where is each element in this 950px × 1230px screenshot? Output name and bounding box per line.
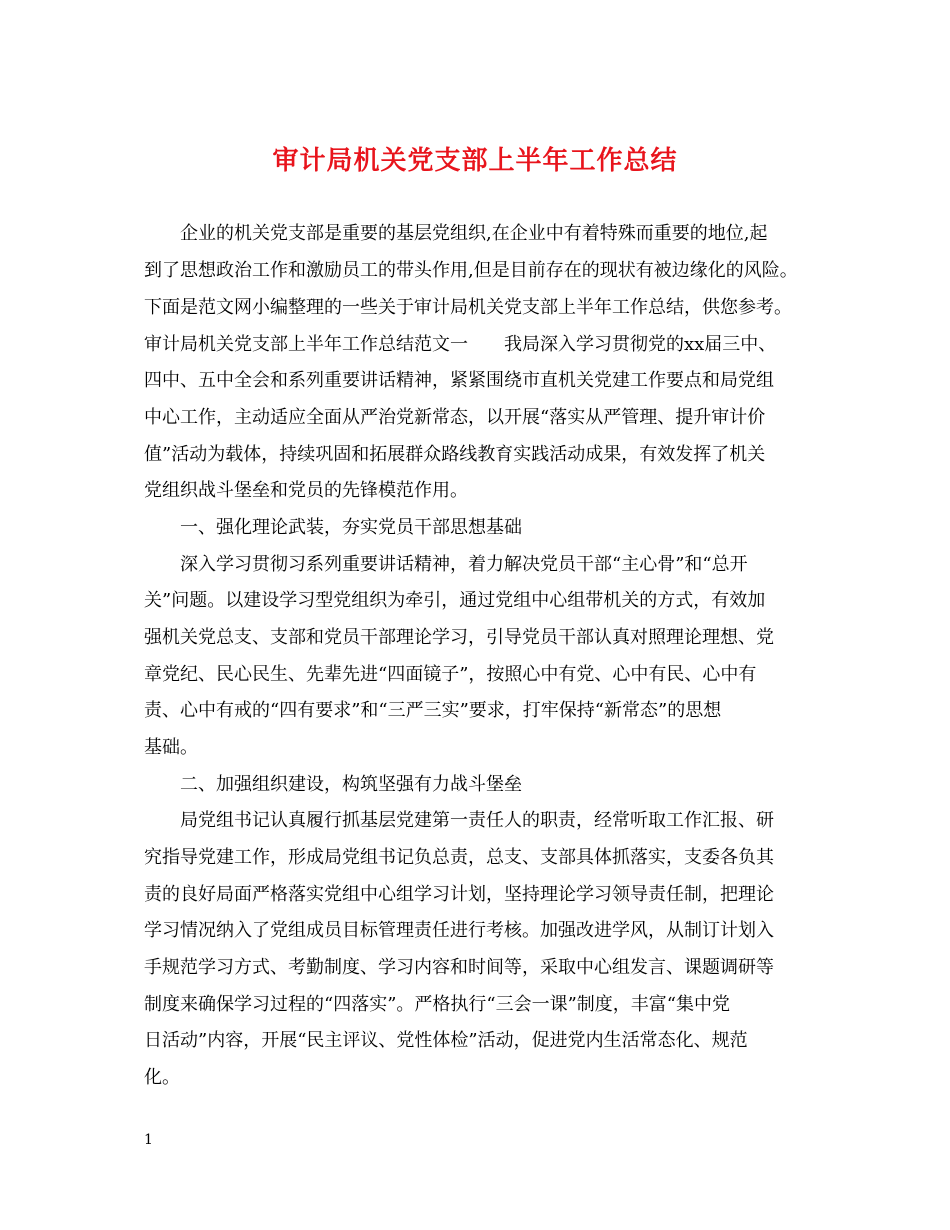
paragraph-line: 日活动”内容，开展“民主评议、党性体检”活动，促进党内生活常态化、规范 xyxy=(144,1030,748,1051)
document-title: 审计局机关党支部上半年工作总结 xyxy=(272,146,678,176)
paragraph-line: 制度来确保学习过程的“四落实”。严格执行“三会一课”制度，丰富“集中党 xyxy=(144,994,731,1015)
paragraph-line: 责的良好局面严格落实党组中心组学习计划，坚持理论学习领导责任制，把理论 xyxy=(144,884,774,905)
paragraph-line: 下面是范文网小编整理的一些关于审计局机关党支部上半年工作总结，供您参考。 xyxy=(144,297,792,318)
paragraph-line: 值”活动为载体，持续巩固和拓展群众路线教育实践活动成果，有效发挥了机关 xyxy=(144,444,766,465)
paragraph-line: 学习情况纳入了党组成员目标管理责任进行考核。加强改进学风，从制订计划入 xyxy=(144,920,774,941)
paragraph-line: 中心工作，主动适应全面从严治党新常态，以开展“落实从严管理、提升审计价 xyxy=(144,407,766,428)
paragraph-line: 关”问题。以建设学习型党组织为牵引，通过党组中心组带机关的方式，有效加 xyxy=(144,590,766,611)
paragraph-line: 章党纪、民心民生、先辈先进“四面镜子”，按照心中有党、心中有民、心中有 xyxy=(144,664,757,685)
section-heading: 二、加强组织建设，构筑坚强有力战斗堡垒 xyxy=(180,774,522,795)
paragraph-line: 党组织战斗堡垒和党员的先锋模范作用。 xyxy=(144,480,468,501)
paragraph-line: 手规范学习方式、考勤制度、学习内容和时间等，采取中心组发言、课题调研等 xyxy=(144,957,774,978)
paragraph-line: 基础。 xyxy=(144,737,198,758)
page-number: 1 xyxy=(144,1132,153,1148)
paragraph-line: 四中、五中全会和系列重要讲话精神，紧紧围绕市直机关党建工作要点和局党组 xyxy=(144,370,774,391)
paragraph-line: 强机关党总支、支部和党员干部理论学习，引导党员干部认真对照理论理想、党 xyxy=(144,627,774,648)
section-heading: 一、强化理论武装，夯实党员干部思想基础 xyxy=(180,517,522,538)
paragraph-line: 到了思想政治工作和激励员工的带头作用,但是目前存在的现状有被边缘化的风险。 xyxy=(144,260,798,281)
paragraph-line: 化。 xyxy=(144,1067,180,1088)
paragraph-line: 责、心中有戒的“四有要求”和“三严三实”要求，打牢保持“新常态”的思想 xyxy=(144,700,722,721)
paragraph-line: 局党组书记认真履行抓基层党建第一责任人的职责，经常听取工作汇报、研 xyxy=(180,810,774,831)
paragraph-line: 审计局机关党支部上半年工作总结范文一 我局深入学习贯彻党的xx届三中、 xyxy=(144,334,777,355)
paragraph-line: 深入学习贯彻习系列重要讲话精神，着力解决党员干部“主心骨”和“总开 xyxy=(180,554,748,575)
paragraph-line: 企业的机关党支部是重要的基层党组织,在企业中有着特殊而重要的地位,起 xyxy=(180,223,768,244)
paragraph-line: 究指导党建工作，形成局党组书记负总责，总支、支部具体抓落实，支委各负其 xyxy=(144,847,774,868)
